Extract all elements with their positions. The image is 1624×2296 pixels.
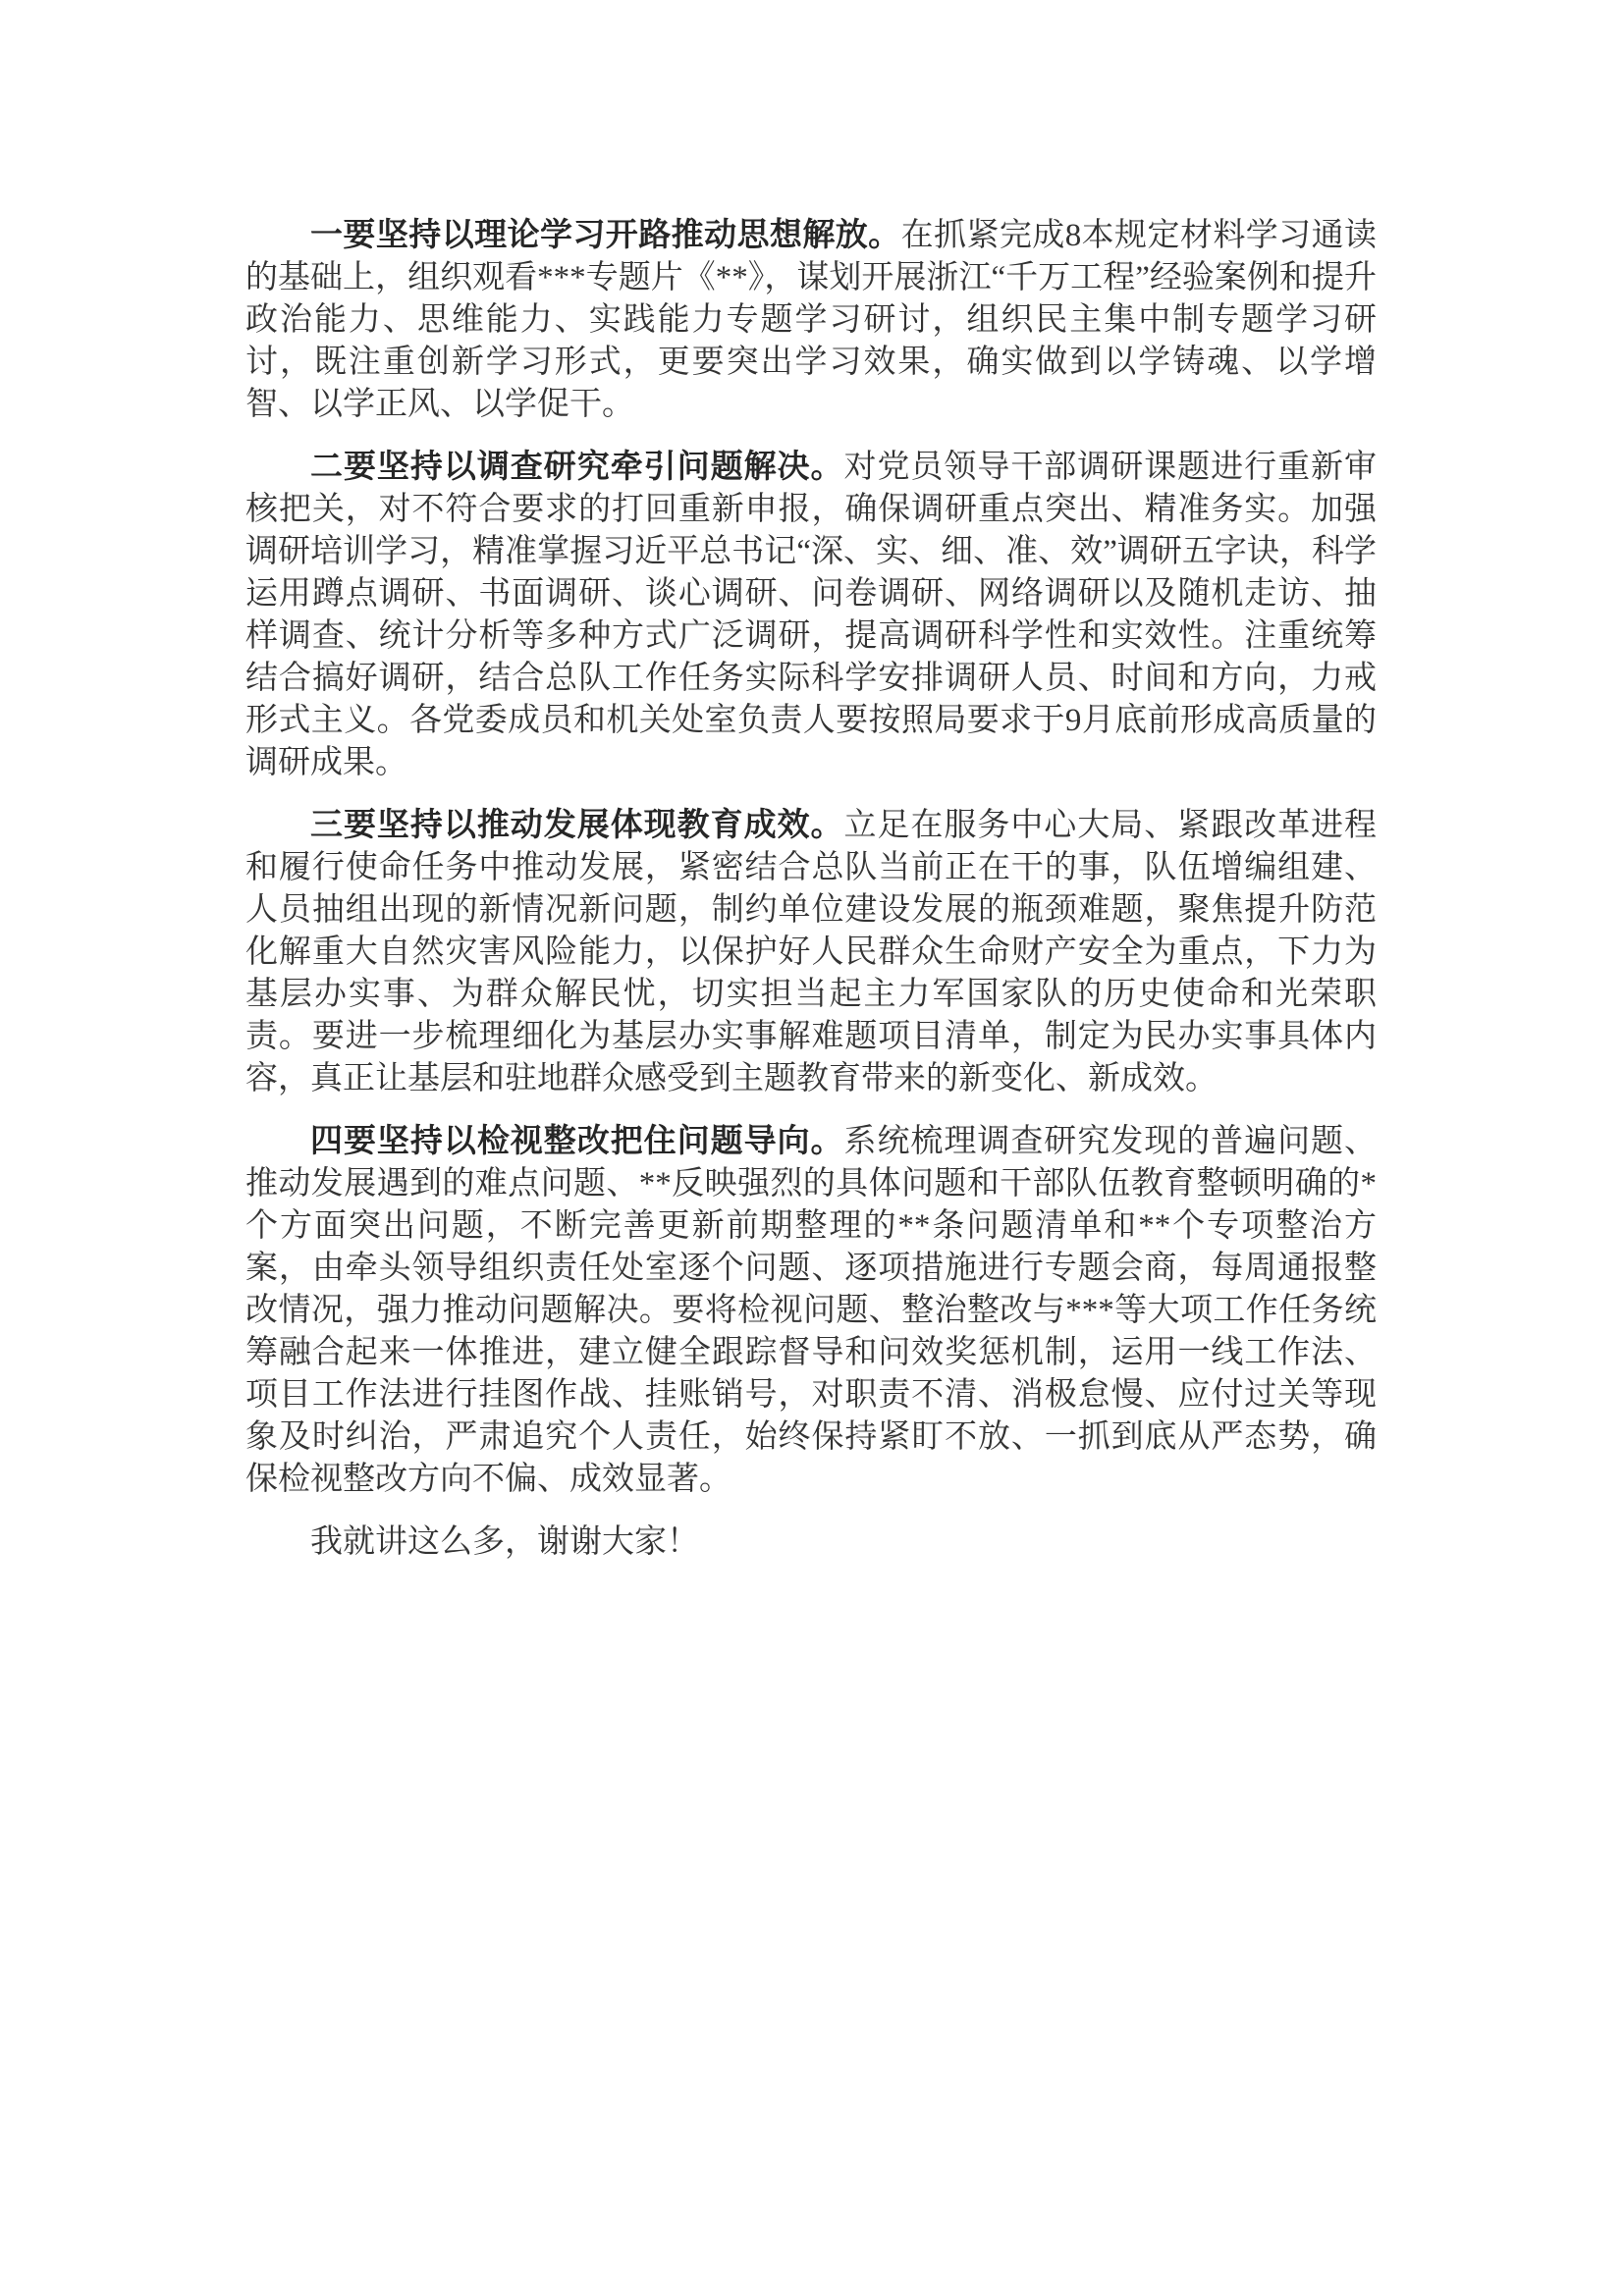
paragraph-4-lead: 四要坚持以检视整改把住问题导向。 xyxy=(310,1124,844,1159)
paragraph-2-lead: 二要坚持以调查研究牵引问题解决。 xyxy=(310,450,844,485)
paragraph-2-text: 对党员领导干部调研课题进行重新审核把关，对不符合要求的打回重新申报，确保调研重点突出、精准务实。加强调研培训学习，精准掌握习近平总书记“深、实、细、准、效”调研五字诀，科学运用蹲点调研、书面调研、谈心调研、问卷调研、网络调研以及随机走访、抽样调查、统计分析等多种方式广泛调研，提高调研科学性和实效性。注重统筹结合搞好调研，结合总队工作任务实际科学安排调研人员、时间和方向，力戒形式主义。各党委成员和机关处室负责人要按照局要求于9月底前形成高质量的调研成果。 xyxy=(245,450,1378,780)
paragraph-2 xyxy=(245,447,1377,784)
paragraph-1-lead: 一要坚持以理论学习开路推动思想解放。 xyxy=(310,218,901,253)
document-body xyxy=(245,215,1377,1564)
paragraph-3-lead: 三要坚持以推动发展体现教育成效。 xyxy=(310,808,844,843)
paragraph-3 xyxy=(245,805,1377,1100)
paragraph-4 xyxy=(245,1121,1377,1501)
closing-paragraph xyxy=(245,1522,1377,1564)
paragraph-1-text: 在抓紧完成8本规定材料学习通读的基础上，组织观看***专题片《**》，谋划开展浙江“千万工程”经验案例和提升政治能力、思维能力、实践能力专题学习研讨，组织民主集中制专题学习研讨，既注重创新学习形式，更要突出学习效果，确实做到以学铸魂、以学增智、以学正风、以学促干。 xyxy=(245,218,1377,422)
paragraph-3-text: 立足在服务中心大局、紧跟改革进程和履行使命任务中推动发展，紧密结合总队当前正在干的事，队伍增编组建、人员抽组出现的新情况新问题，制约单位建设发展的瓶颈难题，聚焦提升防范化解重大自然灾害风险能力，以保护好人民群众生命财产安全为重点，下力为基层办实事、为群众解民忧，切实担当起主力军国家队的历史使命和光荣职责。要进一步梳理细化为基层办实事解难题项目清单，制定为民办实事具体内容，真正让基层和驻地群众感受到主题教育带来的新变化、新成效。 xyxy=(245,808,1378,1096)
paragraph-4-text: 系统梳理调查研究发现的普遍问题、推动发展遇到的难点问题、**反映强烈的具体问题和干部队伍教育整顿明确的*个方面突出问题，不断完善更新前期整理的**条问题清单和**个专项整治方案，由牵头领导组织责任处室逐个问题、逐项措施进行专题会商，每周通报整改情况，强力推动问题解决。要将检视问题、整治整改与***等大项工作任务统筹融合起来一体推进，建立健全跟踪督导和问效奖惩机制，运用一线工作法、项目工作法进行挂图作战、挂账销号，对职责不清、消极怠慢、应付过关等现象及时纠治，严肃追究个人责任，始终保持紧盯不放、一抓到底从严态势，确保检视整改方向不偏、成效显著。 xyxy=(245,1124,1378,1497)
closing-text: 我就讲这么多，谢谢大家！ xyxy=(310,1524,699,1560)
paragraph-1 xyxy=(245,215,1377,426)
